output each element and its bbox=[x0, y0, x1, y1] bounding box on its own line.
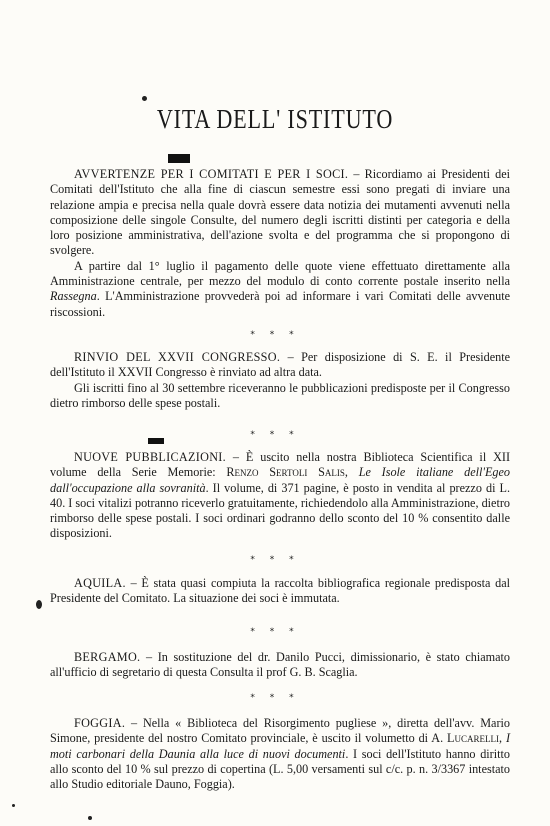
ink-spot bbox=[142, 96, 147, 101]
section-nuove-pubblicazioni: NUOVE PUBBLICAZIONI. – È uscito nella nostra Biblioteca Scientifica il XII volume della Serie Memorie: Renzo Sertoli Salis, Le Isole italiane dell'Egeo dall'occupazione alla sovranità. Il volume, di 371 pagine, è posto in vendita al prezzo di L. 40. I soci vitalizi potranno riceverlo gratuitamente, richiedendolo alla Amministrazione, dietro rimborso delle spese postali. I soci ordinari godranno dello sconto del 10 % consentito dalle disposizioni. bbox=[50, 450, 511, 541]
book-title: Le Isole italiane dell'Egeo dall'occupazione alla sovranità bbox=[50, 465, 511, 495]
section-body-2a: A partire dal 1° luglio il pagamento delle quote viene effettuato direttamente alla Amministrazione centrale, per mezzo del modulo di conto corrente postale inserito nella bbox=[50, 258, 510, 289]
ink-spot bbox=[36, 600, 42, 609]
section-bergamo bbox=[50, 650, 510, 681]
section-body: – È stata quasi compiuta la raccolta bibliografica regionale predisposta dal Presidente del Comitato. La situazione dei soci è immutata. bbox=[50, 576, 510, 606]
section-head: NUOVE PUBBLICAZIONI. bbox=[74, 450, 227, 464]
separator-4: * * * bbox=[250, 627, 300, 637]
section-body: – Ricordiamo ai Presidenti dei Comitati dell'Istituto che alla fine di ciascun semestre essi sono pregati di inviare una relazione ampia e precisa nella quale dovrà essere data notizia dei mutamenti avvenuti nella composizione delle singole Consulte, del numero degli iscritti distinti per categoria e della loro posizione amministrativa, dell'azione svolta e del programma che si propongono di svolgere. bbox=[50, 167, 511, 258]
section-rinvio bbox=[50, 350, 510, 411]
ink-spot bbox=[12, 804, 15, 807]
separator-3: * * * bbox=[250, 555, 300, 565]
section-body-2: Gli iscritti fino al 30 settembre riceveranno le pubblicazioni predisposte per il Congresso dietro rimborso delle spese postali. bbox=[50, 380, 510, 410]
ink-mark bbox=[168, 154, 190, 163]
ink-mark bbox=[148, 438, 164, 444]
publication-title: Rassegna bbox=[50, 289, 97, 304]
book-title: I moti carbonari della Daunia alla luce di nuovi documenti bbox=[50, 731, 511, 761]
ink-spot bbox=[88, 816, 92, 820]
section-head: AQUILA. bbox=[74, 576, 126, 590]
section-avvertenze bbox=[50, 167, 510, 320]
page-title: VITA DELL' ISTITUTO bbox=[156, 104, 394, 134]
author-name: Lucarelli bbox=[447, 731, 499, 746]
section-head: RINVIO DEL XXVII CONGRESSO. bbox=[74, 350, 281, 364]
section-body-a: – È uscito nella nostra Biblioteca Scientifica il XII volume della Serie Memorie: bbox=[50, 450, 511, 480]
separator-1: * * * bbox=[250, 330, 300, 340]
section-body-b: . Il volume, di 371 pagine, è posto in vendita al prezzo di L. 40. I soci vitalizi potranno riceverlo gratuitamente, richiedendolo alla Amministrazione, dietro rimborso delle spese postali. I soci ordinari godranno dello sconto del 10 % consentito dalle disposizioni. bbox=[50, 480, 510, 541]
section-foggia: FOGGIA. – Nella « Biblioteca del Risorgimento pugliese », diretta dell'avv. Mario Simone, presidente del nostro Comitato provinciale, è uscito il volumetto di A. Lucarelli, I moti carbonari della Daunia alla luce di nuovi documenti. I soci dell'Istituto hanno diritto allo sconto del 10 % sul prezzo di copertina (L. 5,00 versamenti sul c/c. p. n. 3/3367 intestato allo Studio editoriale Dauno, Foggia). bbox=[50, 716, 511, 792]
section-body: – Per disposizione di S. E. il Presidente dell'Istituto il XXVII Congresso è rinviato ad altra data. bbox=[50, 350, 510, 380]
section-head: AVVERTENZE PER I COMITATI E PER I SOCI. bbox=[74, 167, 349, 181]
section-aquila bbox=[50, 576, 510, 607]
author-name: Renzo Sertoli Salis bbox=[226, 465, 345, 480]
separator-5: * * * bbox=[250, 693, 300, 703]
section-body-b: . I soci dell'Istituto hanno diritto allo sconto del 10 % sul prezzo di copertina (L. 5,00 versamenti sul c/c. p. n. 3/3367 intestato allo Studio editoriale Dauno, Foggia). bbox=[50, 746, 510, 792]
section-head: BERGAMO. bbox=[74, 650, 141, 664]
section-body-2b: . L'Amministrazione provvederà poi ad informare i vari Comitati delle avvenute riscossioni. bbox=[50, 289, 510, 319]
section-head: FOGGIA. bbox=[74, 716, 126, 730]
separator-2: * * * bbox=[250, 430, 300, 440]
section-body: – In sostituzione del dr. Danilo Pucci, dimissionario, è stato chiamato all'ufficio di segretario di questa Consulta il prof G. B. Scaglia. bbox=[50, 650, 510, 680]
section-body-a: – Nella « Biblioteca del Risorgimento pugliese », diretta dell'avv. Mario Simone, presidente del nostro Comitato provinciale, è uscito il volumetto di A. bbox=[50, 716, 510, 746]
